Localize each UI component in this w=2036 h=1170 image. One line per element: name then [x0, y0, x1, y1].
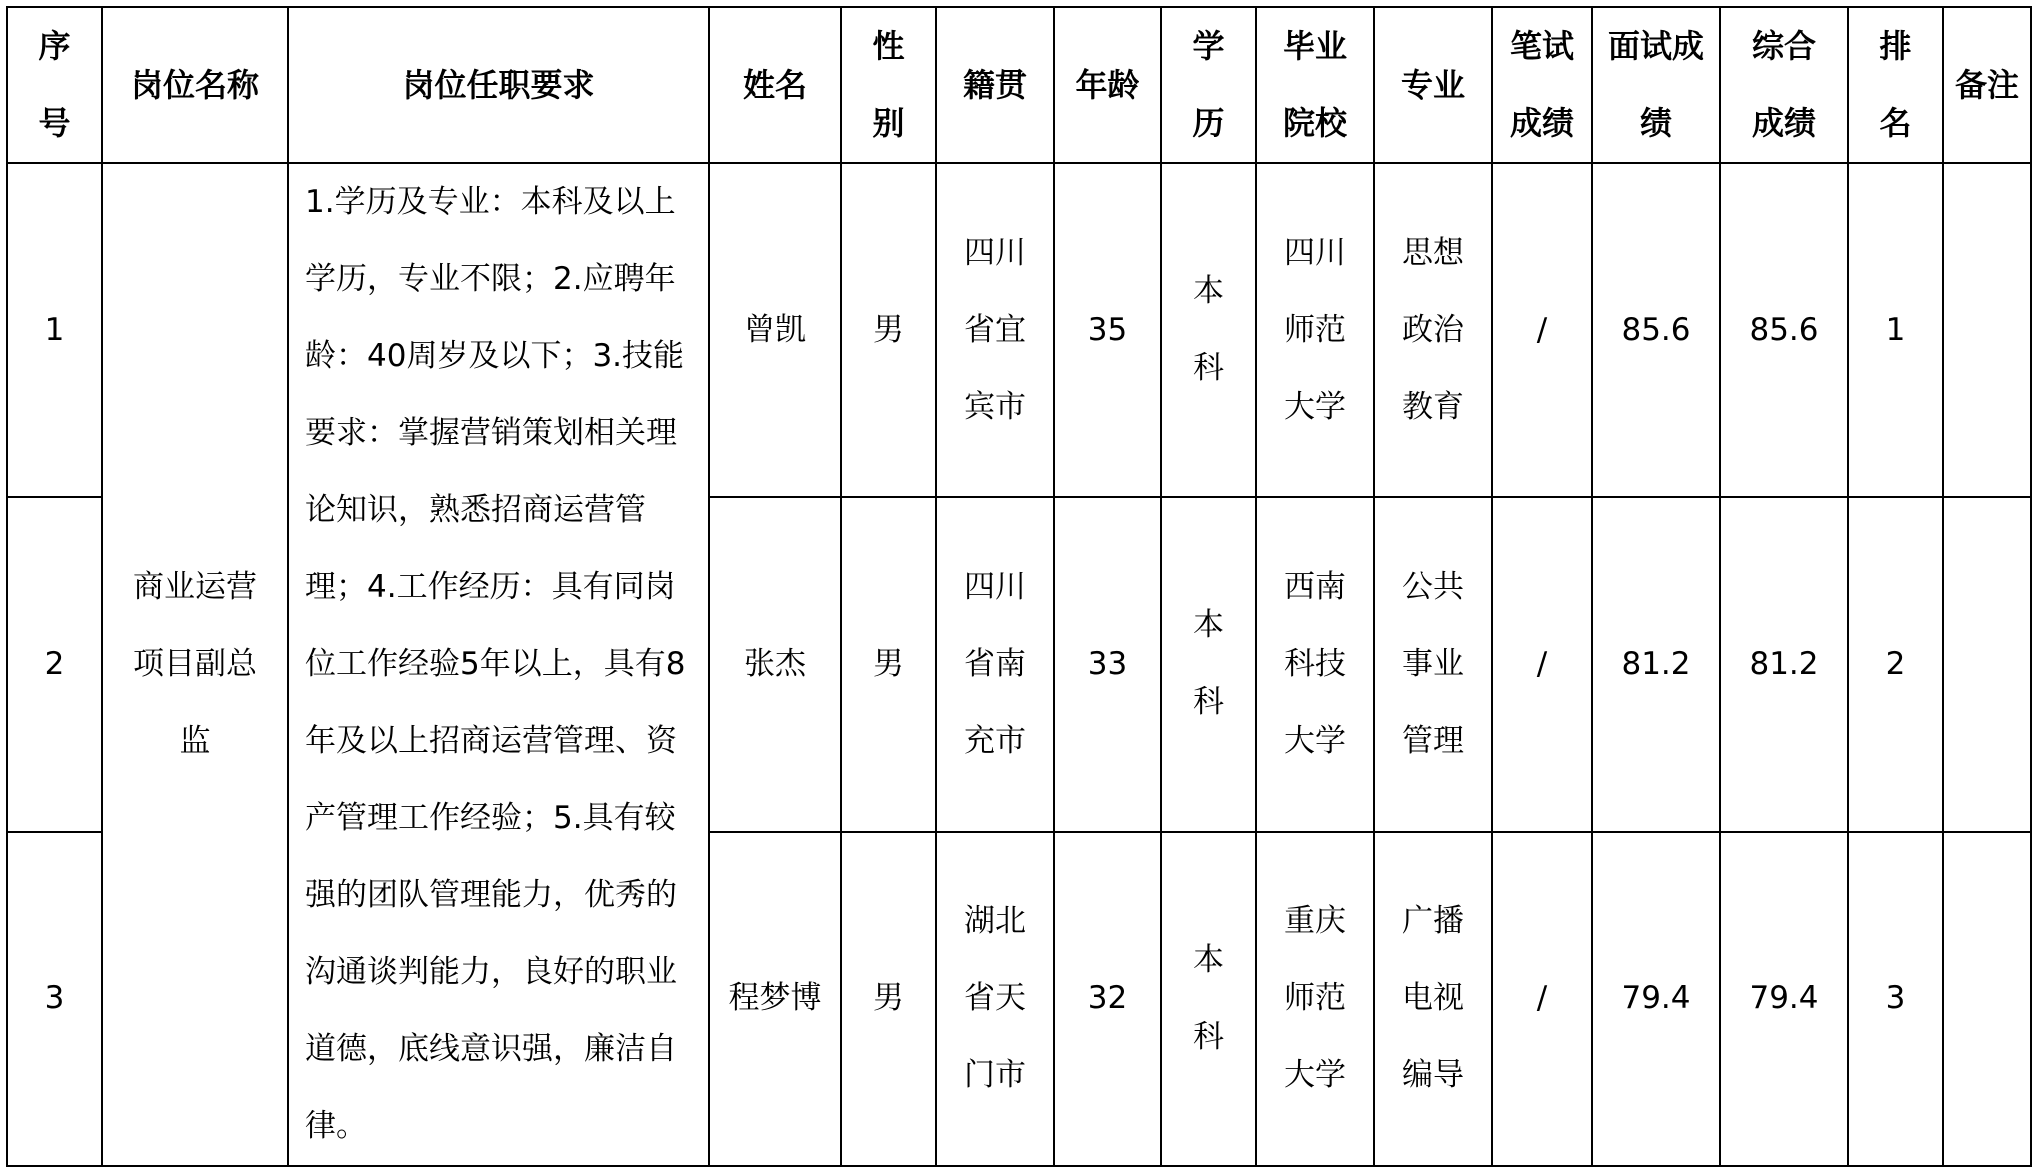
cell-age: 33 [1054, 497, 1161, 831]
cell-interview: 85.6 [1592, 163, 1720, 497]
cell-remark [1943, 832, 2031, 1166]
cell-age: 35 [1054, 163, 1161, 497]
cell-gender: 男 [841, 832, 936, 1166]
header-seq: 序号 [7, 7, 102, 163]
cell-name: 张杰 [709, 497, 841, 831]
cell-hometown: 四川省南充市 [936, 497, 1054, 831]
cell-hometown: 湖北省天门市 [936, 832, 1054, 1166]
cell-school: 西南科技大学 [1256, 497, 1374, 831]
cell-education: 本科 [1161, 163, 1256, 497]
cell-position: 商业运营项目副总监 [102, 163, 288, 1166]
header-interview: 面试成绩 [1592, 7, 1720, 163]
header-education: 学历 [1161, 7, 1256, 163]
cell-total: 81.2 [1720, 497, 1848, 831]
header-total: 综合成绩 [1720, 7, 1848, 163]
cell-rank: 3 [1848, 832, 1943, 1166]
cell-requirements: 1.学历及专业：本科及以上学历，专业不限；2.应聘年龄：40周岁及以下；3.技能要求：掌握营销策划相关理论知识，熟悉招商运营管理；4.工作经历：具有同岗位工作经验5年以上，具有8年及以上招商运营管理、资产管理工作经验；5.具有较强的团队管理能力，优秀的沟通谈判能力，良好的职业道德，底线意识强，廉洁自律。 [288, 163, 709, 1166]
header-major: 专业 [1374, 7, 1492, 163]
cell-seq: 2 [7, 497, 102, 831]
cell-seq: 1 [7, 163, 102, 497]
cell-total: 85.6 [1720, 163, 1848, 497]
header-row [7, 7, 2031, 163]
cell-hometown: 四川省宜宾市 [936, 163, 1054, 497]
table-row [7, 163, 2031, 497]
cell-age: 32 [1054, 832, 1161, 1166]
cell-seq: 3 [7, 832, 102, 1166]
cell-rank: 2 [1848, 497, 1943, 831]
cell-education: 本科 [1161, 832, 1256, 1166]
header-gender: 性别 [841, 7, 936, 163]
cell-total: 79.4 [1720, 832, 1848, 1166]
cell-gender: 男 [841, 163, 936, 497]
header-hometown: 籍贯 [936, 7, 1054, 163]
cell-major: 广播电视编导 [1374, 832, 1492, 1166]
cell-remark [1943, 163, 2031, 497]
cell-rank: 1 [1848, 163, 1943, 497]
cell-written: / [1492, 497, 1592, 831]
header-name: 姓名 [709, 7, 841, 163]
header-position: 岗位名称 [102, 7, 288, 163]
cell-written: / [1492, 163, 1592, 497]
header-remark: 备注 [1943, 7, 2031, 163]
header-written: 笔试成绩 [1492, 7, 1592, 163]
header-requirements: 岗位任职要求 [288, 7, 709, 163]
cell-interview: 79.4 [1592, 832, 1720, 1166]
cell-major: 思想政治教育 [1374, 163, 1492, 497]
cell-school: 重庆师范大学 [1256, 832, 1374, 1166]
header-school: 毕业院校 [1256, 7, 1374, 163]
header-age: 年龄 [1054, 7, 1161, 163]
cell-major: 公共事业管理 [1374, 497, 1492, 831]
cell-interview: 81.2 [1592, 497, 1720, 831]
cell-gender: 男 [841, 497, 936, 831]
cell-written: / [1492, 832, 1592, 1166]
header-rank: 排名 [1848, 7, 1943, 163]
cell-education: 本科 [1161, 497, 1256, 831]
cell-remark [1943, 497, 2031, 831]
cell-name: 曾凯 [709, 163, 841, 497]
results-table [6, 6, 2032, 1167]
cell-name: 程梦博 [709, 832, 841, 1166]
cell-school: 四川师范大学 [1256, 163, 1374, 497]
